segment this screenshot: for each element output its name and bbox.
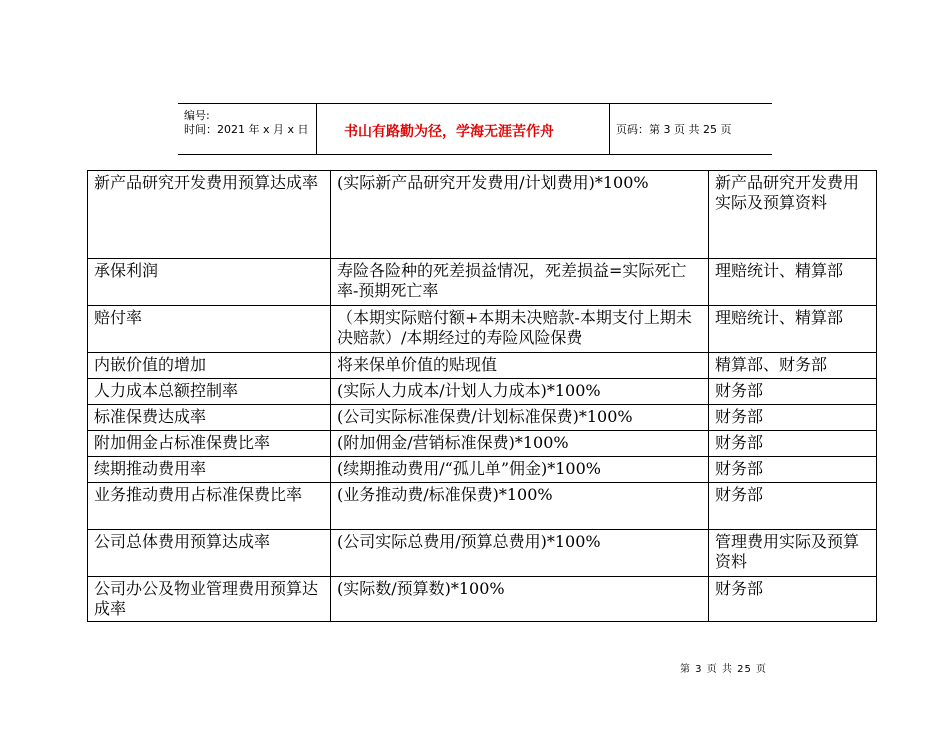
source-cell: 新产品研究开发费用实际及预算资料 <box>709 171 877 259</box>
table-row <box>88 379 877 405</box>
table-row <box>88 171 877 259</box>
metric-cell: 公司办公及物业管理费用预算达成率 <box>88 577 331 622</box>
source-cell: 理赔统计、精算部 <box>709 306 877 353</box>
formula-cell: (实际人力成本/计划人力成本)*100% <box>331 379 709 405</box>
table-row <box>88 405 877 431</box>
metric-cell: 承保利润 <box>88 259 331 306</box>
metric-cell: 标准保费达成率 <box>88 405 331 431</box>
metric-cell: 赔付率 <box>88 306 331 353</box>
metric-cell: 附加佣金占标准保费比率 <box>88 431 331 457</box>
formula-cell: (公司实际标准保费/计划标准保费)*100% <box>331 405 709 431</box>
header-meta <box>184 109 309 137</box>
formula-cell: (实际新产品研究开发费用/计划费用)*100% <box>331 171 709 259</box>
source-cell: 财务部 <box>709 405 877 431</box>
metric-cell: 内嵌价值的增加 <box>88 353 331 379</box>
formula-cell: (业务推动费/标准保费)*100% <box>331 483 709 530</box>
doc-number-label: 编号: <box>184 109 210 122</box>
table-row <box>88 259 877 306</box>
formula-cell: 寿险各险种的死差损益情况，死差损益=实际死亡率-预期死亡率 <box>331 259 709 306</box>
source-cell: 理赔统计、精算部 <box>709 259 877 306</box>
source-cell: 精算部、财务部 <box>709 353 877 379</box>
table-row <box>88 431 877 457</box>
metric-cell: 公司总体费用预算达成率 <box>88 530 331 577</box>
formula-cell: (实际数/预算数)*100% <box>331 577 709 622</box>
source-cell: 财务部 <box>709 431 877 457</box>
source-cell: 管理费用实际及预算资料 <box>709 530 877 577</box>
metric-cell: 人力成本总额控制率 <box>88 379 331 405</box>
formula-cell: 将来保单价值的贴现值 <box>331 353 709 379</box>
formula-cell: (公司实际总费用/预算总费用)*100% <box>331 530 709 577</box>
page-footer: 第 3 页 共 25 页 <box>680 664 767 675</box>
formula-cell: (续期推动费用/“孤儿单”佣金)*100% <box>331 457 709 483</box>
motto-text: 书山有路勤为径，学海无涯苦作舟 <box>344 124 554 140</box>
metric-cell: 新产品研究开发费用预算达成率 <box>88 171 331 259</box>
doc-time-label: 时间：2021 年 x 月 x 日 <box>184 123 309 136</box>
metric-cell: 续期推动费用率 <box>88 457 331 483</box>
metric-cell: 业务推动费用占标准保费比率 <box>88 483 331 530</box>
source-cell: 财务部 <box>709 379 877 405</box>
source-cell: 财务部 <box>709 577 877 622</box>
formula-cell: （本期实际赔付额+本期未决赔款-本期支付上期未决赔款）/本期经过的寿险风险保费 <box>331 306 709 353</box>
page-header <box>178 103 772 155</box>
table-row <box>88 306 877 353</box>
table-row <box>88 483 877 530</box>
source-cell: 财务部 <box>709 483 877 530</box>
header-page-info: 页码：第 3 页 共 25 页 <box>616 123 732 136</box>
kpi-table <box>87 170 877 622</box>
table-row <box>88 530 877 577</box>
table-row <box>88 577 877 622</box>
source-cell: 财务部 <box>709 457 877 483</box>
table-row <box>88 353 877 379</box>
table-row <box>88 457 877 483</box>
formula-cell: (附加佣金/营销标准保费)*100% <box>331 431 709 457</box>
